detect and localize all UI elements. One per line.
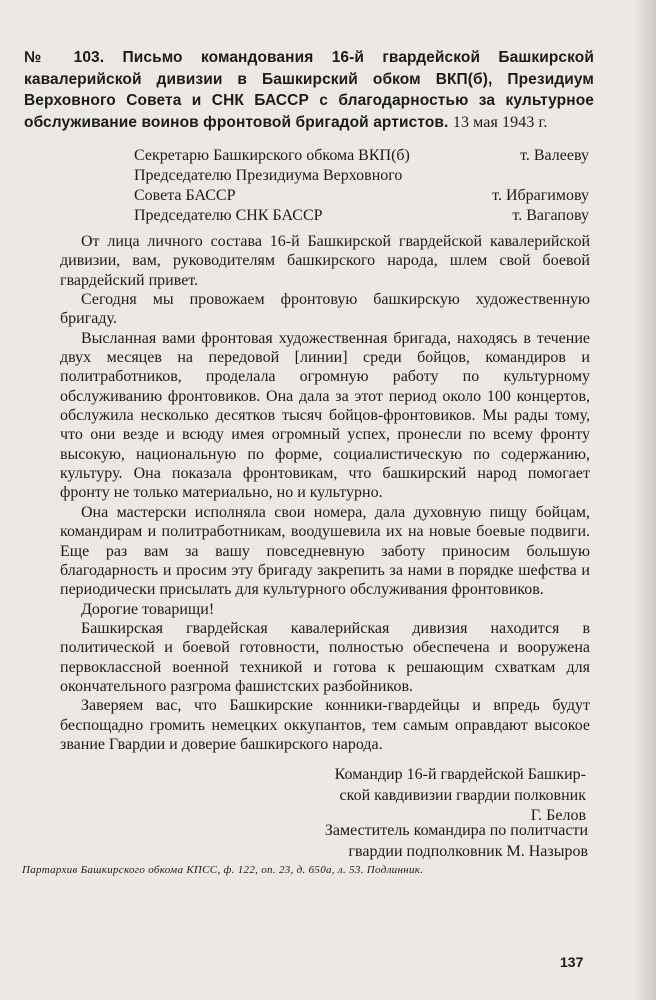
letter-paragraph: Высланная вами фронтовая художественная бригада, находясь в течение двух месяцев на передовой [линии] среди бойцов, командиров и политработников, проделала огромную работу по культурному обслуживанию фронтовиков. Она дала за этот период около 100 концертов, обслужила несколько десятков тысяч бойцов-фронтовиков. Мы рады тому, что они везде и всюду имея огромный успех, пронесли по всему фронту высокую, национальную по форме, социалистическую по содержанию, культуру. Она показала фронтовикам, что башкирский народ помогает фронту не только материально, но и культурно. [60,329,590,502]
signature-line: гвардии подполковник М. Назыров [348,842,588,860]
heading-date: 13 мая 1943 г. [452,113,548,131]
signature-line: Командир 16-й гвардейской Башкир- [334,766,586,783]
page-number: 137 [560,954,584,970]
page-edge-shadow [634,0,656,1000]
addressee-name: т. Вагапову [512,207,589,224]
addressee-row [134,206,589,226]
addressee-position: Секретарю Башкирского обкома ВКП(б) [134,147,410,164]
letter-paragraph: Башкирская гвардейская кавалерийская дивизия находится в политической и боевой готовности, полностью обеспечена и вооружена первоклассной военной техникой и готова к решающим схваткам для окончательного разгрома фашистских разбойников. [60,619,590,695]
signature-deputy [188,821,588,862]
addressee-row [134,186,589,206]
letter-salutation: Дорогие товарищи! [81,600,215,618]
letter-paragraph: Она мастерски исполняла свои номера, дала духовную пищу бойцам, командирам и политработникам, воодушевила их на новые боевые подвиги. Еще раз вам за вашу повседневную заботу приносим большую благодарность и просим эту бригаду закрепить за нами в порядке шефства и периодически присылать для культурного обслуживания фронтовиков. [60,503,590,599]
addressee-row [134,146,589,166]
addressee-name: т. Ибрагимову [492,187,589,204]
signature-line: Заместитель командира по политчасти [324,822,588,839]
letter-paragraph: От лица личного состава 16-й Башкирской гвардейской кавалерийской дивизии, вам, руководителям башкирского народа, шлем свой боевой гвардейский привет. [60,233,590,289]
heading-text: № 103. Письмо командования 16-й гвардейской Башкирской кавалерийской дивизии в Башкирский обком ВКП(б), Президиум Верховного Совета и СНК БАССР с благодарностью за культурное обслуживание воинов фронтовой бригадой артистов. [24,49,594,131]
signature-commander [186,765,586,827]
archive-source-note: Партархив Башкирского обкома КПСС, ф. 122, оп. 23, д. 650а, л. 53. Подлинник. [22,864,424,876]
addressee-name: т. Валееву [520,147,589,164]
letter-paragraph: Заверяем вас, что Башкирские конники-гвардейцы и впредь будут беспощадно громить немецких оккупантов, тем самым оправдают высокое звание Гвардии и доверие башкирского народа. [60,697,590,753]
addressee-row [134,166,589,186]
letter-body [60,232,590,754]
addressee-block [134,146,589,226]
addressee-position: Председателю Президиума Верховного [134,167,403,184]
signature-name: Г. Белов [530,807,586,824]
signature-line: ской кавдивизии гвардии полковник [339,786,586,804]
addressee-position: Председателю СНК БАССР [134,207,323,224]
addressee-position: Совета БАССР [134,187,236,204]
letter-paragraph: Сегодня мы провожаем фронтовую башкирскую художественную бригаду. [60,291,590,328]
document-heading [24,47,594,133]
